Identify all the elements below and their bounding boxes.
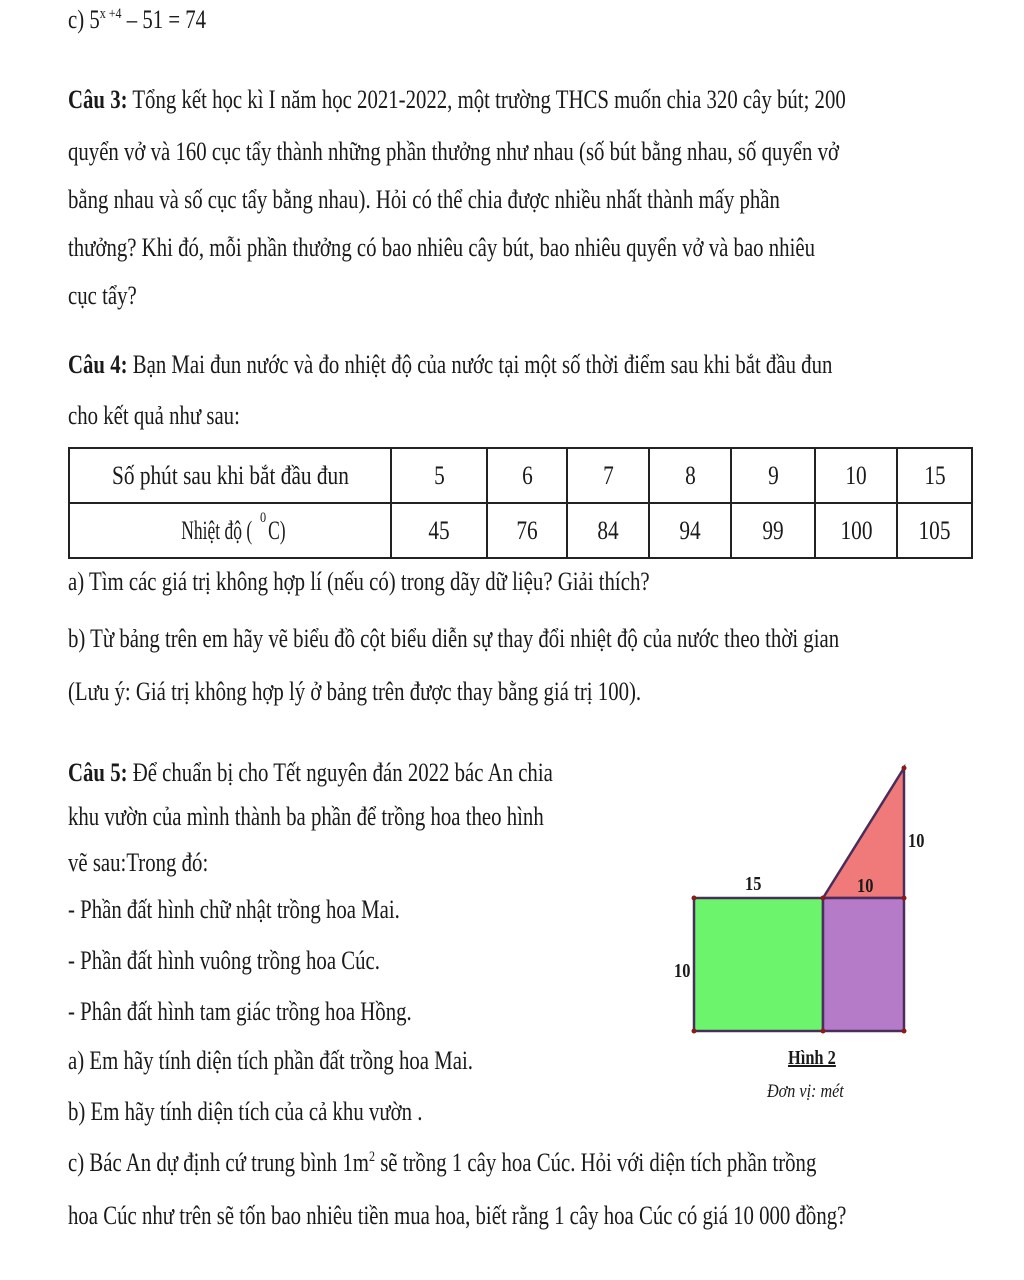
table-cell: 84 [567, 503, 649, 558]
q4-part-b: b) Từ bảng trên em hãy vẽ biểu đồ cột biểu diễn sự thay đổi nhiệt độ của nước theo thời gian [68, 624, 840, 653]
table-cell: 99 [731, 503, 815, 558]
q3-line-3: bằng nhau và số cục tẩy bằng nhau). Hỏi có thể chia được nhiều nhất thành mấy phần [68, 185, 780, 214]
temperature-table [68, 447, 973, 559]
q4-note: (Lưu ý: Giá trị không hợp lý ở bảng trên được thay bằng giá trị 100). [68, 677, 642, 706]
q5-item-hong: - Phân đất hình tam giác trồng hoa Hồng. [68, 997, 412, 1026]
label-rect-width: 15 [745, 873, 762, 895]
q5-part-a: a) Em hãy tính diện tích phần đất trồng hoa Mai. [68, 1046, 473, 1075]
vertex-dot [821, 896, 826, 901]
table-cell: 105 [897, 503, 972, 558]
q5-part-b: b) Em hãy tính diện tích của cả khu vườn . [68, 1097, 423, 1126]
table-cell: 10 [815, 448, 897, 503]
table-cell: 9 [731, 448, 815, 503]
vertex-dot [902, 896, 907, 901]
q3-line-1: Câu 3: Tổng kết học kì I năm học 2021-2022, một trường THCS muốn chia 320 cây bút; 200 [68, 85, 846, 114]
table-cell: 7 [567, 448, 649, 503]
table-row-temperature [69, 503, 972, 558]
table-cell: 76 [487, 503, 567, 558]
vertex-dot [692, 1029, 697, 1034]
q4-heading: Câu 4: [68, 350, 128, 379]
table-cell: 45 [391, 503, 487, 558]
table-cell: 15 [897, 448, 972, 503]
q4-part-a: a) Tìm các giá trị không hợp lí (nếu có) trong dãy dữ liệu? Giải thích? [68, 567, 650, 596]
vertex-dot [902, 1029, 907, 1034]
q3-line-4: thưởng? Khi đó, mỗi phần thưởng có bao nhiêu cây bút, bao nhiêu quyển vở và bao nhiêu [68, 233, 815, 262]
q5-line-1: Câu 5: Để chuẩn bị cho Tết nguyên đán 2022 bác An chia [68, 758, 553, 787]
q3-heading: Câu 3: [68, 85, 128, 114]
q3-line-5: cục tẩy? [68, 281, 137, 310]
vertex-dot [902, 766, 907, 771]
q5-line-2: khu vườn của mình thành ba phần để trồng hoa theo hình [68, 802, 544, 831]
q5-part-c-line-2: hoa Cúc như trên sẽ tốn bao nhiêu tiền mua hoa, biết rằng 1 cây hoa Cúc có giá 10 000 đồng? [68, 1201, 847, 1230]
q3-line-2: quyển vở và 160 cục tẩy thành những phần thưởng như nhau (số bút bằng nhau, số quyển vở [68, 137, 840, 166]
label-square-width: 10 [857, 875, 874, 897]
table-header-minutes: Số phút sau khi bắt đầu đun [69, 448, 391, 503]
vertex-dot [692, 896, 697, 901]
q2c-equation: c) $5^{x +4} - 51 = 74$ [68, 5, 207, 34]
table-header-temperature: Nhiệt độ ($^0$C) [69, 503, 391, 558]
table-cell: 5 [391, 448, 487, 503]
figure-caption: Hình 2 [788, 1047, 836, 1069]
q5-item-cuc: - Phần đất hình vuông trồng hoa Cúc. [68, 946, 380, 975]
vertex-dot [821, 1029, 826, 1034]
square-cuc [823, 898, 904, 1031]
q5-item-mai: - Phần đất hình chữ nhật trồng hoa Mai. [68, 895, 400, 924]
table-cell: 6 [487, 448, 567, 503]
q5-heading: Câu 5: [68, 758, 128, 787]
figure-unit: Đơn vị: mét [767, 1081, 844, 1102]
table-row-minutes [69, 448, 972, 503]
garden-figure [660, 755, 925, 1115]
rectangle-mai [694, 898, 823, 1031]
q5-line-3: vẽ sau:Trong đó: [68, 848, 209, 877]
garden-diagram [660, 755, 920, 1045]
table-cell: 100 [815, 503, 897, 558]
table-cell: 94 [649, 503, 731, 558]
q5-part-c-line-1: c) Bác An dự định cứ trung bình $1m^2$ sẽ trồng 1 cây hoa Cúc. Hỏi với diện tích phần trồng [68, 1148, 817, 1177]
label-triangle-side: 10 [908, 830, 925, 852]
q4-line-1: Câu 4: Bạn Mai đun nước và đo nhiệt độ của nước tại một số thời điểm sau khi bắt đầu đun [68, 350, 833, 379]
table-cell: 8 [649, 448, 731, 503]
label-rect-height: 10 [674, 960, 691, 982]
q4-line-2: cho kết quả như sau: [68, 401, 240, 430]
